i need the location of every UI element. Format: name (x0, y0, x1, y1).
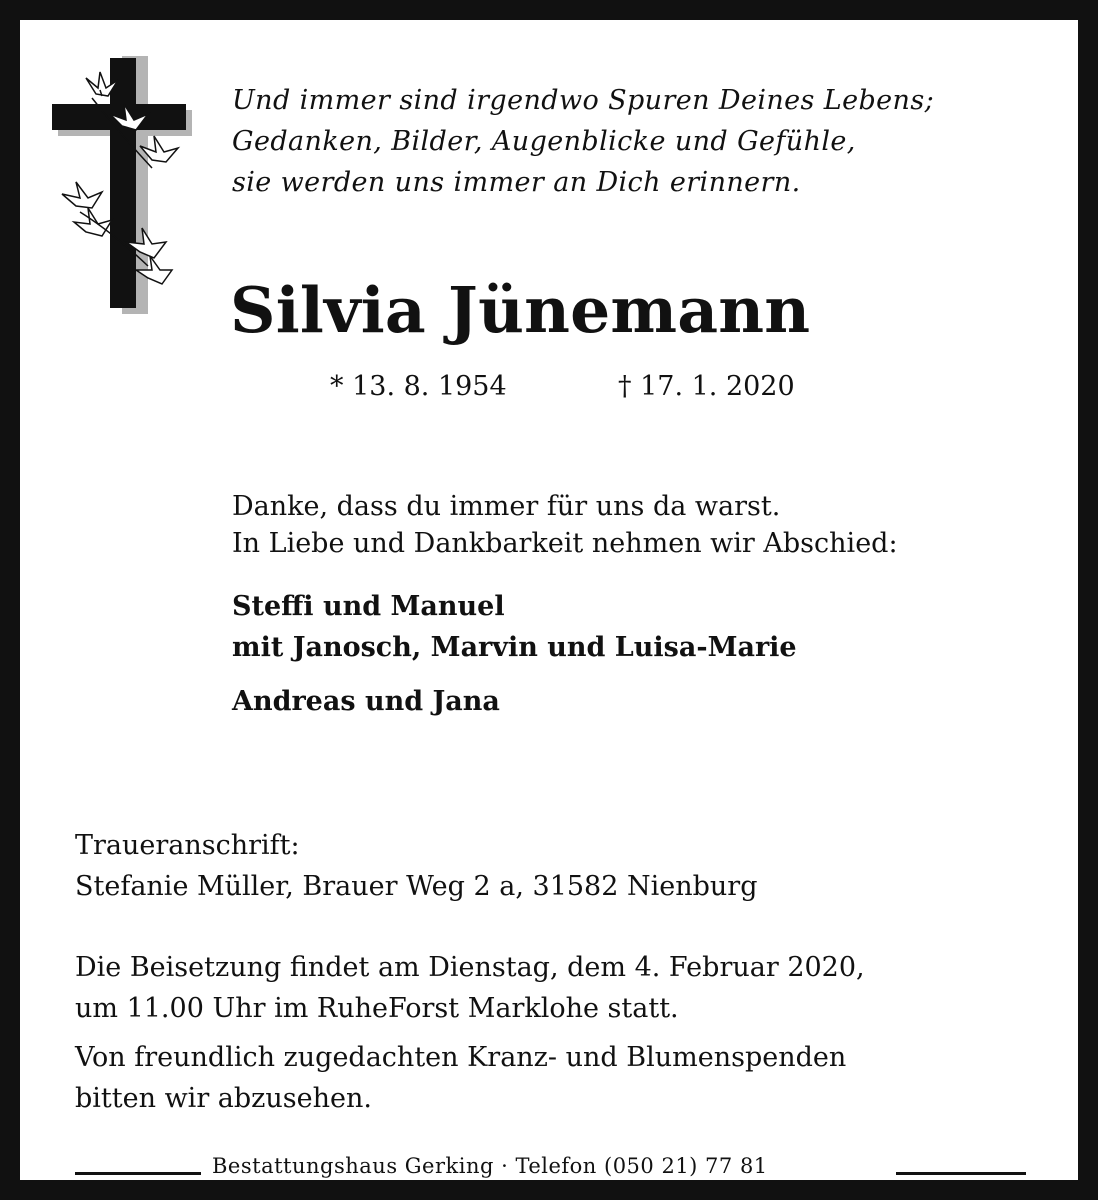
flowers-note (75, 1037, 846, 1119)
family-names (232, 586, 797, 722)
footer-rule-right (896, 1172, 1026, 1175)
cross-with-lilies-icon (52, 56, 192, 318)
burial-line: Die Beisetzung findet am Dienstag, dem 4. Februar 2020, (75, 952, 865, 983)
poem-line: Gedanken, Bilder, Augenblicke und Gefühle, (232, 126, 856, 157)
death-date: † 17. 1. 2020 (618, 371, 795, 402)
footer-rule-left (75, 1172, 201, 1175)
address-heading: Traueranschrift: (75, 830, 300, 861)
poem-line: sie werden uns immer an Dich erinnern. (232, 167, 801, 198)
birth-date: * 13. 8. 1954 (330, 371, 507, 402)
thanks-text (232, 488, 898, 562)
burial-line: um 11.00 Uhr im RuheForst Marklohe statt. (75, 993, 679, 1024)
poem-line: Und immer sind irgendwo Spuren Deines Lebens; (232, 85, 935, 116)
deceased-name: Silvia Jünemann (230, 273, 811, 347)
flowers-line: bitten wir abzusehen. (75, 1083, 372, 1114)
burial-info (75, 947, 865, 1029)
undertaker-info: Bestattungshaus Gerking · Telefon (050 21) 77 81 (212, 1154, 768, 1178)
family-line: Steffi und Manuel (232, 591, 505, 622)
thanks-line: Danke, dass du immer für uns da warst. (232, 491, 781, 522)
family-line: Andreas und Jana (232, 686, 500, 717)
address-line: Stefanie Müller, Brauer Weg 2 a, 31582 Nienburg (75, 871, 758, 902)
thanks-line: In Liebe und Dankbarkeit nehmen wir Abschied: (232, 528, 898, 559)
poem (232, 80, 1052, 203)
family-line: mit Janosch, Marvin und Luisa-Marie (232, 632, 797, 663)
mourning-address (75, 825, 757, 907)
flowers-line: Von freundlich zugedachten Kranz- und Blumenspenden (75, 1042, 847, 1073)
